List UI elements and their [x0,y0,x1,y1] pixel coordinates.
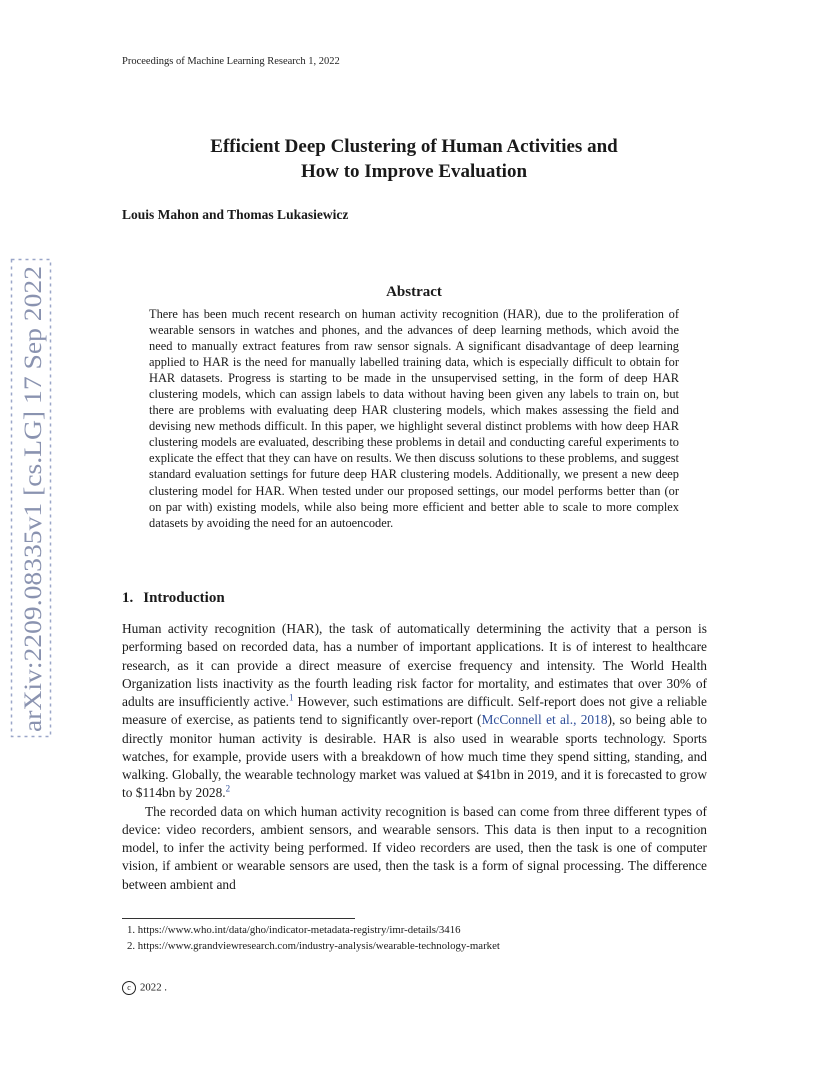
footnote-2[interactable]: 2. https://www.grandviewresearch.com/industry-analysis/wearable-technology-market [127,940,500,952]
running-head: Proceedings of Machine Learning Research 1, 2022 [122,56,340,67]
footnote-mark-1[interactable]: 1 [289,692,294,703]
arxiv-identifier-stamp [10,258,52,738]
citation-link[interactable]: McConnell et al., 2018 [481,712,608,728]
author-list: Louis Mahon and Thomas Lukasiewicz [122,207,349,222]
intro-paragraph-2: The recorded data on which human activity recognition is based can come from three different types of device: video recorders, ambient sensors, and wearable sensors. This data is then input to a recognition model, to infer the activity being performed. If video recorders are used, then the task is one of computer vision, if ambient or wearable sensors are used, then the task is a form of signal processing. The difference between ambient and [122,803,707,892]
intro-paragraph-1: Human activity recognition (HAR), the task of automatically determining the activity that a person is performing based on recorded data, has a number of important applications. It is of interest to healthcare research, as it can provide a direct measure of exercise frequency and intensity. The World Health Organization lists inactivity as the fourth leading risk factor for mortality, and estimates that over 30% of adults are insufficiently active.$^1$ However, such estimations are difficult. Self-report does not give a reliable measure of exercise, as patients tend to significantly over-report (McConnell et al., 2018), so being able to directly monitor human activity is desirable. HAR is also used in wearable sports technology. Sports watches, for example, provide users with a breakdown of how much time they spend sitting, standing, and walking. Globally, the wearable technology market was valued at $41bn in 2019, and it is forecasted to grow to $114bn by 2028.$^2$ [122,621,707,801]
abstract-text: There has been much recent research on human activity recognition (HAR), due to the proliferation of wearable sensors in watches and phones, and the advances of deep learning methods, which avoid the need to manually extract features from raw sensor signals. A significant disadvantage of deep learning applied to HAR is the need for manually labelled training data, which is especially difficult to obtain for HAR datasets. Progress is starting to be made in the unsupervised setting, in the form of deep HAR clustering models, which can assign labels to data without having been given any labels to train on, but there are problems with evaluating deep HAR clustering models, which makes assessing the field and devising new methods difficult. In this paper, we highlight several distinct problems with how deep HAR clustering models are evaluated, describing these problems in detail and conducting careful experiments to explicate the effect that they can have on results. We then discuss solutions to these problems, and suggest standard evaluation settings for future deep HAR clustering models. Additionally, we present a new deep clustering model for HAR. When tested under our proposed settings, our model performs better than (or on par with) existing models, while also being more efficient and better able to scale to more complex datasets by avoiding the need for an autoencoder. [149,307,679,530]
title-line-2: How to Improve Evaluation [300,161,528,182]
footnote-divider [122,918,355,919]
section-number: 1. [122,590,134,606]
title-line-1: Efficient Deep Clustering of Human Activities and [210,136,618,157]
section-heading [122,590,225,607]
copyright-notice [122,981,167,995]
paper-title [122,134,706,184]
copyright-year: 2022 . [140,981,167,994]
footnote-1[interactable]: 1. https://www.who.int/data/gho/indicator-metadata-registry/imr-details/3416 [127,924,461,936]
arxiv-id-text: arXiv:2209.08335v1 [cs.LG] 17 Sep 2022 [20,309,47,732]
footnotes [127,922,500,954]
section-title: Introduction [143,590,225,606]
footnote-mark-2[interactable]: 2 [225,783,231,794]
introduction-body [122,620,707,894]
abstract-heading: Abstract [386,284,442,300]
copyright-icon: c [122,981,136,995]
